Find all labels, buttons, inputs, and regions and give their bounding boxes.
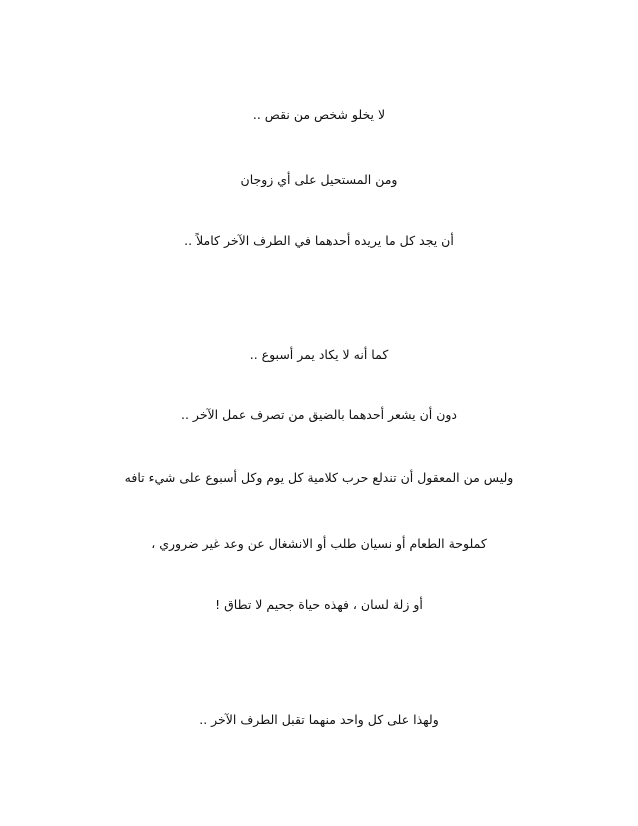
text-line-8: أو زلة لسان ، فهذه حياة جحيم لا تطاق ! <box>215 597 423 612</box>
text-line-2: ومن المستحيل على أي زوجان <box>240 172 398 187</box>
text-line-7: كملوحة الطعام أو نسيان طلب أو الانشغال عن وعد غير ضروري ، <box>151 536 487 551</box>
text-line-6: وليس من المعقول أن تندلع حرب كلامية كل يوم وكل أسبوع على شيء تافه <box>124 470 514 485</box>
text-line-9: ولهذا على كل واحد منهما تقبل الطرف الآخر .. <box>199 712 439 727</box>
text-line-5: دون أن يشعر أحدهما بالضيق من تصرف عمل الآخر .. <box>181 407 457 422</box>
text-line-3: أن يجد كل ما يريده أحدهما في الطرف الآخر كاملاً .. <box>184 233 454 248</box>
text-line-1: لا يخلو شخص من نقص .. <box>252 107 386 122</box>
text-line-4: كما أنه لا يكاد يمر أسبوع .. <box>249 347 389 362</box>
